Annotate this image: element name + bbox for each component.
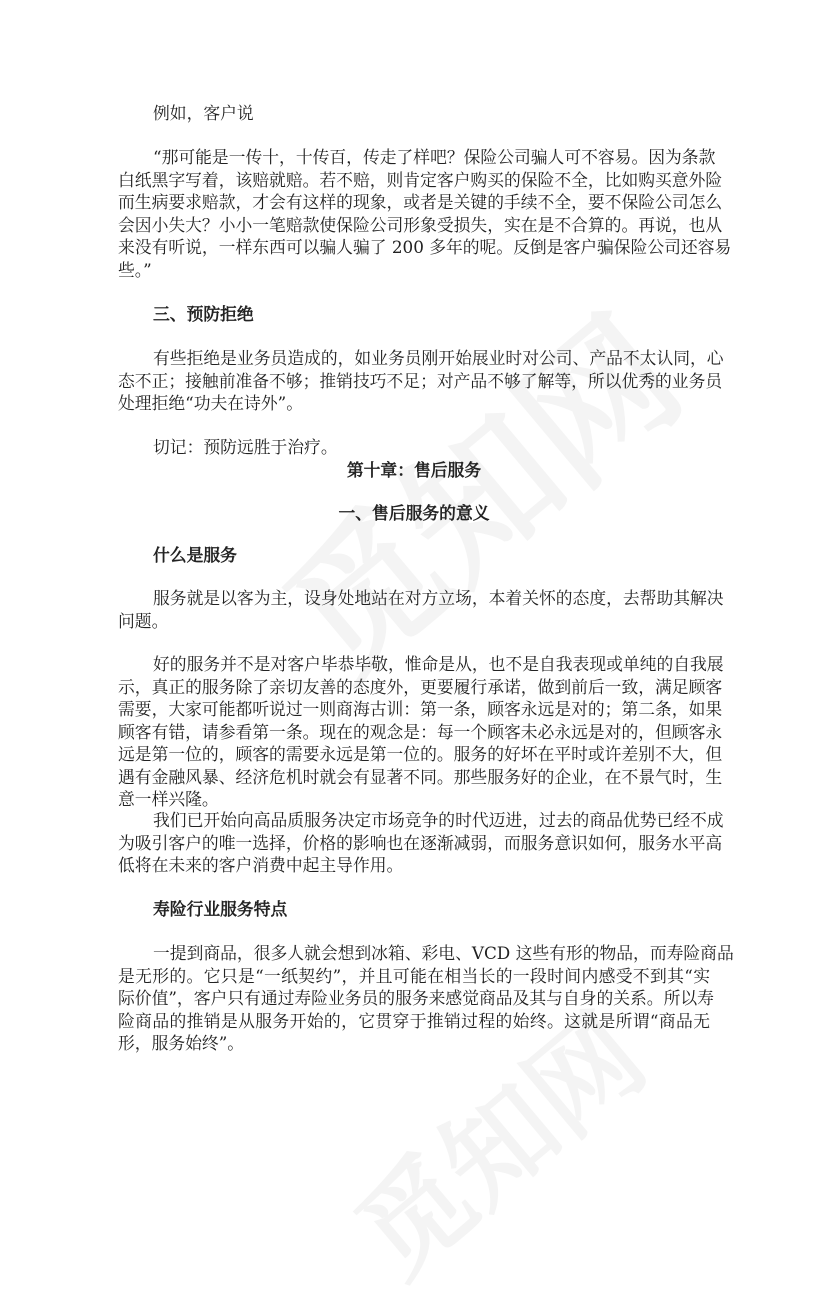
text-line: 好的服务并不是对客户毕恭毕敬，惟命是从，也不是自我表现或单纯的自我展	[153, 654, 724, 674]
text-line: 来没有听说，一样东西可以骗人骗了 200 多年的呢。反倒是客户骗保险公司还容易	[118, 237, 732, 257]
section-heading	[118, 898, 710, 921]
text-line: 遇有金融风暴、经济危机时就会有显著不同。那些服务好的企业，在不景气时，生	[118, 766, 723, 787]
paragraph	[118, 347, 724, 415]
text-line: 处理拒绝“功夫在诗外”。	[118, 393, 303, 413]
paragraph	[118, 102, 710, 125]
text-line: 些。”	[118, 259, 152, 280]
section-heading	[118, 303, 710, 326]
section-title	[118, 502, 710, 525]
text-line: 而生病要求赔款，才会有这样的现象，或者是关键的手续不全，要不保险公司怎么	[118, 192, 723, 212]
text-line: 切记：预防远胜于治疗。	[153, 437, 338, 457]
text-line: 际价值”，客户只有通过寿险业务员的服务来感觉商品及其与自身的关系。所以寿	[118, 988, 714, 1008]
text-line: 形，服务始终”。	[118, 1033, 245, 1053]
text-line: 问题。	[118, 610, 169, 631]
text-line: “那可能是一传十，十传百，传走了样吧？保险公司骗人可不容易。因为条款	[153, 147, 716, 167]
text-line: 服务就是以客为主，设身处地站在对方立场，本着关怀的态度，去帮助其解决	[153, 588, 724, 608]
section-heading	[118, 544, 710, 567]
paragraph	[118, 436, 710, 459]
text-line: 寿险行业服务特点	[153, 899, 288, 919]
paragraph	[118, 653, 724, 811]
text-line: 一、售后服务的意义	[338, 503, 490, 523]
text-line: 第十章：售后服务	[346, 460, 482, 480]
text-line: 我们已开始向高品质服务决定市场竞争的时代迈进，过去的商品优势已经不成	[153, 810, 724, 830]
text-line: 什么是服务	[153, 545, 237, 565]
text-line: 远是第一位的，顾客的需要永远是第一位的。服务的好坏在平时或许差别不大，但	[118, 744, 723, 764]
text-line: 例如，客户说	[153, 103, 254, 123]
section-title	[118, 459, 710, 482]
text-line: 顾客有错，请参看第一条。现在的观念是：每一个顾客未必永远是对的，但顾客永	[118, 721, 723, 742]
paragraph	[118, 146, 732, 281]
text-line: 会因小失大？小小一笔赔款使保险公司形象受损失，实在是不合算的。再说，也从	[118, 214, 723, 235]
text-line: 低将在未来的客户消费中起主导作用。	[118, 855, 404, 875]
text-line: 白纸黑字写着，该赔就赔。若不赔，则肯定客户购买的保险不全，比如购买意外险	[118, 169, 723, 190]
watermark	[233, 261, 717, 716]
text-line: 需要，大家可能都听说过一则商海古训：第一条，顾客永远是对的；第二条，如果	[118, 699, 723, 719]
text-line: 是无形的。它只是“一纸契约”，并且可能在相当长的一段时间内感受不到其“实	[118, 965, 710, 986]
text-line: 态不正；接触前准备不够；推销技巧不足；对产品不够了解等，所以优秀的业务员	[118, 370, 723, 391]
paragraph	[118, 942, 734, 1055]
text-line: 有些拒绝是业务员造成的，如业务员刚开始展业时对公司、产品不太认同，心	[153, 348, 724, 368]
text-line: 为吸引客户的唯一选择，价格的影响也在逐渐减弱，而服务意识如何，服务水平高	[118, 832, 723, 853]
text-line: 示，真正的服务除了亲切友善的态度外，更要履行承诺，做到前后一致，满足顾客	[118, 676, 723, 697]
paragraph	[118, 809, 724, 877]
text-line: 险商品的推销是从服务开始的，它贯穿于推销过程的始终。这就是所谓“商品无	[118, 1010, 710, 1031]
paragraph	[118, 587, 724, 632]
text-line: 一提到商品，很多人就会想到冰箱、彩电、VCD 这些有形的物品，而寿险商品	[153, 943, 734, 963]
text-line: 三、预防拒绝	[153, 304, 254, 324]
text-line: 意一样兴隆。	[118, 789, 219, 809]
